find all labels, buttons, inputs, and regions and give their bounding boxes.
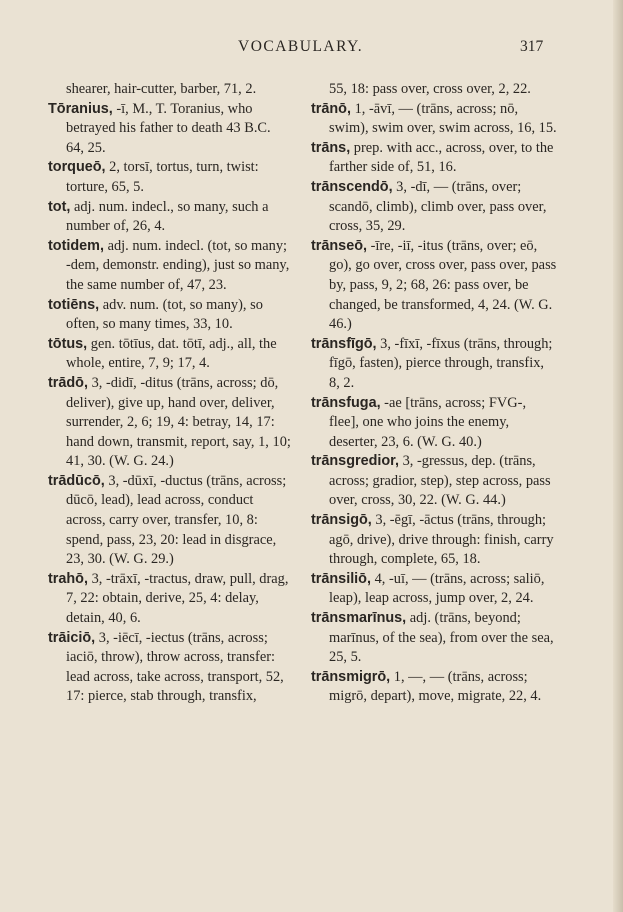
entry-headword: trādūcō,	[48, 472, 105, 489]
vocab-entry	[311, 335, 558, 394]
entry-text: adj. num. indecl. (tot, so many; -dem, demonstr. ending), just so many, the same number of, 47, 23.	[66, 237, 290, 293]
left-column	[48, 80, 291, 707]
entry-text: adj. num. indecl., so many, such a number of, 26, 4.	[66, 198, 269, 235]
entry-text: 3, -ēgī, -āctus (trāns, through; agō, drive), drive through: finish, carry through, complete, 65, 18.	[329, 512, 554, 568]
entry-headword: trānsigō,	[311, 512, 372, 529]
vocab-entry	[311, 100, 558, 139]
entry-text: -ae [trāns, across; FVG-, flee], one who joins the enemy, deserter, 23, 6. (W. G. 40.)	[329, 394, 527, 450]
vocab-entry	[311, 668, 558, 707]
entry-text: prep. with acc., across, over, to the farther side of, 51, 16.	[329, 139, 554, 176]
entry-headword: Tōranius,	[48, 100, 113, 117]
entry-text: 3, -dī, — (trāns, over; scandō, climb), climb over, pass over, cross, 35, 29.	[329, 178, 547, 235]
entry-text: -īre, -iī, -itus (trāns, over; eō, go), go over, cross over, pass over, pass by, pass, 9, 2; 68, 26: pass over, be changed, be transformed, 4, 24. (W. G. 46.)	[329, 237, 557, 333]
vocab-entry	[48, 335, 291, 374]
entry-text: 4, -uī, — (trāns, across; saliō, leap), leap across, jump over, 2, 24.	[329, 570, 545, 607]
entry-text: 3, -didī, -ditus (trāns, across; dō, deliver), give up, hand over, deliver, surrender, 2, 6; 19, 4: betray, 14, 17: hand down, transmit, report, say, 1, 10; 41, 30. (W. G. 24.)	[66, 374, 291, 470]
entry-headword: trānsfuga,	[311, 394, 381, 411]
entry-text: 1, -āvī, — (trāns, across; nō, swim), swim over, swim across, 16, 15.	[329, 100, 557, 137]
page-header	[0, 38, 623, 62]
vocab-entry	[311, 139, 558, 178]
entry-headword: totidem,	[48, 237, 104, 254]
entry-text: adv. num. (tot, so many), so often, so many times, 33, 10.	[66, 296, 263, 333]
vocab-entry	[48, 472, 291, 570]
vocab-entry	[48, 296, 291, 335]
entry-headword: trānseō,	[311, 237, 367, 254]
entry-text: 55, 18: pass over, cross over, 2, 22.	[329, 81, 531, 97]
entry-headword: trānō,	[311, 100, 351, 117]
entry-headword: trānscendō,	[311, 178, 393, 195]
right-column	[311, 80, 558, 707]
entry-headword: torqueō,	[48, 159, 106, 176]
vocab-entry	[311, 237, 558, 335]
entry-headword: trāns,	[311, 139, 351, 156]
entry-headword: trānsmigrō,	[311, 668, 391, 685]
entry-headword: trāiciō,	[48, 629, 96, 646]
vocab-entry	[48, 237, 291, 296]
entry-headword: trānsgredior,	[311, 453, 399, 470]
entry-headword: tot,	[48, 198, 71, 215]
entry-headword: trānsiliō,	[311, 570, 371, 587]
entry-text: -ī, M., T. Toranius, who betrayed his father to death 43 B.C. 64, 25.	[66, 100, 271, 156]
entry-text: shearer, hair-cutter, barber, 71, 2.	[66, 81, 257, 97]
entry-headword: totiēns,	[48, 296, 100, 313]
vocab-entry	[311, 80, 558, 100]
entry-text: 3, -gressus, dep. (trāns, across; gradior, step), step across, pass over, cross, 30, 22. (W. G. 44.)	[329, 453, 551, 509]
vocab-entry	[48, 100, 291, 159]
vocab-entry	[48, 80, 291, 100]
vocab-entry	[48, 629, 291, 707]
entry-headword: trānsfīgō,	[311, 335, 377, 352]
vocab-entry	[48, 374, 291, 472]
vocab-entry	[311, 570, 558, 609]
page-number: 317	[520, 38, 544, 55]
entry-text: adj. (trāns, beyond; marīnus, of the sea), from over the sea, 25, 5.	[329, 610, 554, 666]
entry-headword: trādō,	[48, 374, 88, 391]
vocab-entry	[311, 394, 558, 453]
entry-text: 1, —, — (trāns, across; migrō, depart), move, migrate, 22, 4.	[329, 668, 542, 705]
entry-text: 3, -fīxī, -fīxus (trāns, through; fīgō, fasten), pierce through, transfix, 8, 2.	[329, 335, 553, 391]
entry-text: 2, torsī, tortus, turn, twist: torture, 65, 5.	[66, 159, 259, 195]
entry-text: gen. tōtīus, dat. tōtī, adj., all, the whole, entire, 7, 9; 17, 4.	[66, 335, 277, 372]
vocab-entry	[48, 570, 291, 629]
vocab-entry	[311, 511, 558, 570]
entry-headword: trahō,	[48, 570, 88, 587]
entry-headword: tōtus,	[48, 335, 88, 352]
vocab-entry	[311, 609, 558, 668]
entry-text: 3, -dūxī, -ductus (trāns, across; dūcō, lead), lead across, conduct across, carry over, transfer, 10, 8: spend, pass, 23, 20: lead in disgrace, 23, 30. (W. G. 29.)	[66, 472, 287, 568]
vocab-entry	[48, 198, 291, 237]
vocab-entry	[311, 452, 558, 511]
entry-text: 3, -iēcī, -iectus (trāns, across; iaciō, throw), throw across, transfer: lead across, take across, transport, 52, 17: pierce, stab through, transfix,	[66, 629, 284, 705]
entry-text: 3, -trāxī, -tractus, draw, pull, drag, 7, 22: obtain, derive, 25, 4: delay, detain, 40, 6.	[66, 570, 289, 627]
page-edge-shadow	[613, 0, 623, 912]
vocab-entry	[48, 158, 291, 197]
running-head: VOCABULARY.	[238, 38, 364, 55]
vocab-entry	[311, 178, 558, 237]
entry-headword: trānsmarīnus,	[311, 610, 407, 627]
